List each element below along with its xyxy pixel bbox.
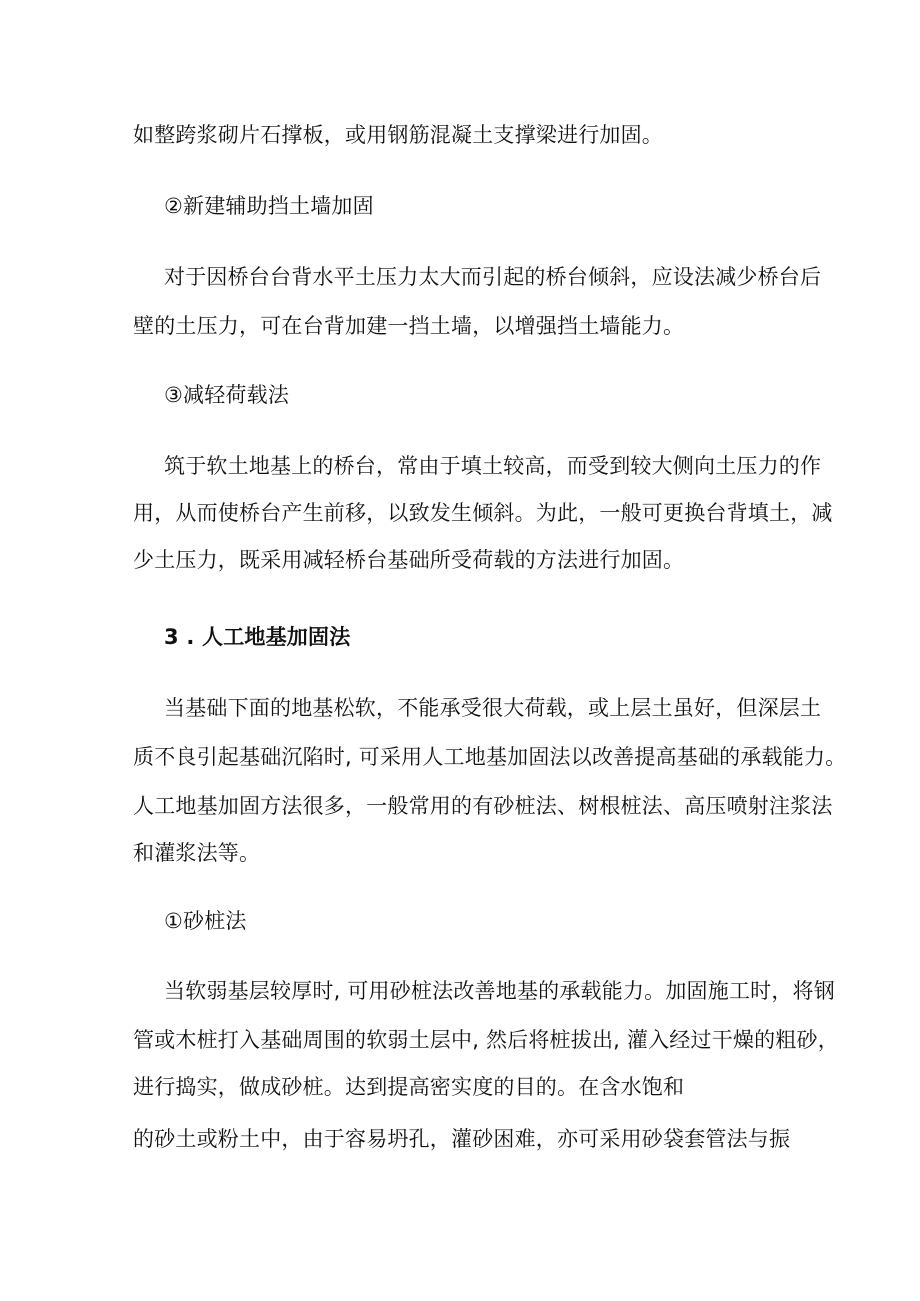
item-1-title: ①砂桩法 [164, 909, 247, 933]
section-3-line-4: 和灌浆法等。 [133, 841, 261, 865]
section-3-line-1: 当基础下面的地基松软，不能承受很大荷载，或上层土虽好，但深层土 [164, 696, 822, 720]
intro-line-1: 如整跨浆砌片石撑板，或用钢筋混凝土支撑梁进行加固。 [133, 123, 663, 147]
item-3-line-2: 用，从而使桥台产生前移，以致发生倾斜。为此，一般可更换台背填土，减 [133, 501, 833, 525]
item-1-line-2: 管或木桩打入基础周围的软弱土层中, 然后将桩拔出, 灌入经过干燥的粗砂， [133, 1028, 839, 1052]
item-3-line-3: 少土压力，既采用减轻桥台基础所受荷载的方法进行加固。 [133, 548, 685, 572]
section-3-heading: 3 . 人工地基加固法 [164, 625, 351, 649]
item-3-line-1: 筑于软土地基上的桥台，常由于填土较高，而受到较大侧向土压力的作 [164, 454, 822, 478]
item-2-title: ②新建辅助挡土墙加固 [164, 194, 374, 218]
section-3-line-2: 质不良引起基础沉陷时, 可采用人工地基加固法以改善提高基础的承载能力。 [133, 745, 847, 769]
item-1-line-4: 的砂土或粉土中，由于容易坍孔，灌砂困难，亦可采用砂袋套管法与振 [133, 1127, 791, 1151]
section-3-line-3: 人工地基加固方法很多，一般常用的有砂桩法、树根桩法、高压喷射注浆法 [133, 794, 833, 818]
item-1-line-3: 进行捣实，做成砂桩。达到提高密实度的目的。在含水饱和 [133, 1075, 685, 1099]
item-2-line-1: 对于因桥台台背水平土压力太大而引起的桥台倾斜，应设法减少桥台后 [164, 265, 822, 289]
item-1-line-1: 当软弱基层较厚时, 可用砂桩法改善地基的承载能力。加固施工时，将钢 [164, 979, 835, 1003]
item-3-title: ③减轻荷载法 [164, 383, 290, 407]
item-2-line-2: 壁的土压力，可在台背加建一挡土墙，以增强挡土墙能力。 [133, 314, 685, 338]
